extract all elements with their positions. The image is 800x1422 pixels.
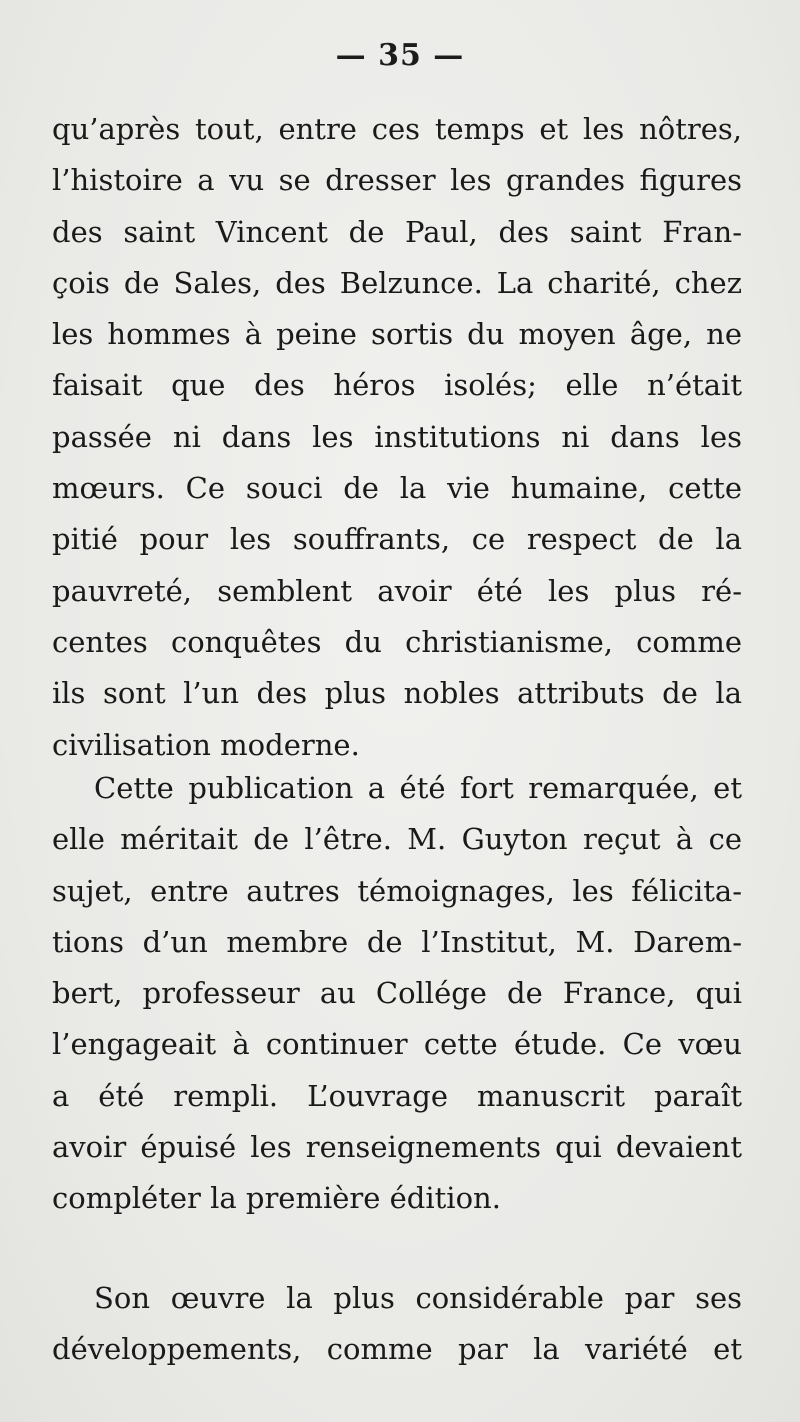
paragraph-3 [52, 1273, 742, 1376]
text-line: faisait que des héros isolés; elle n’était [52, 368, 742, 403]
text-line: bert, professeur au Collége de France, qui [52, 976, 742, 1011]
text-line: des saint Vincent de Paul, des saint Fran- [52, 214, 742, 249]
text-line: sujet, entre autres témoignages, les félicita- [52, 873, 742, 908]
text-line: avoir épuisé les renseignements qui devaient [52, 1130, 742, 1165]
text-line: Cette publication a été fort remarquée, et [94, 771, 742, 805]
text-line: elle méritait de l’être. M. Guyton reçut à ce [52, 822, 742, 857]
text-line: pauvreté, semblent avoir été les plus ré- [52, 573, 742, 608]
text-line: compléter la première édition. [52, 1181, 501, 1216]
text-line: pitié pour les souffrants, ce respect de la [52, 522, 742, 557]
text-line: les hommes à peine sortis du moyen âge, ne [52, 317, 742, 352]
text-line: tions d’un membre de l’Institut, M. Darem- [52, 924, 742, 959]
text-line: çois de Sales, des Belzunce. La charité, chez [52, 265, 742, 300]
text-line: a été rempli. L’ouvrage manuscrit paraît [52, 1078, 742, 1113]
text-line: mœurs. Ce souci de la vie humaine, cette [52, 471, 742, 506]
page-number: — 35 — [335, 38, 465, 73]
text-line: Son œuvre la plus considérable par ses [94, 1281, 742, 1315]
text-line: centes conquêtes du christianisme, comme [52, 624, 742, 659]
text-line: qu’après tout, entre ces temps et les nôtres, [52, 112, 742, 146]
text-line: civilisation moderne. [52, 727, 360, 762]
text-line: ils sont l’un des plus nobles attributs de la [52, 676, 742, 711]
text-line: l’histoire a vu se dresser les grandes figures [52, 163, 742, 198]
paragraph-1 [52, 104, 742, 771]
text-line: développements, comme par la variété et [52, 1332, 742, 1367]
text-line: passée ni dans les institutions ni dans les [52, 419, 742, 454]
text-line: l’engageait à continuer cette étude. Ce vœu [52, 1027, 742, 1062]
paragraph-2 [52, 763, 742, 1225]
